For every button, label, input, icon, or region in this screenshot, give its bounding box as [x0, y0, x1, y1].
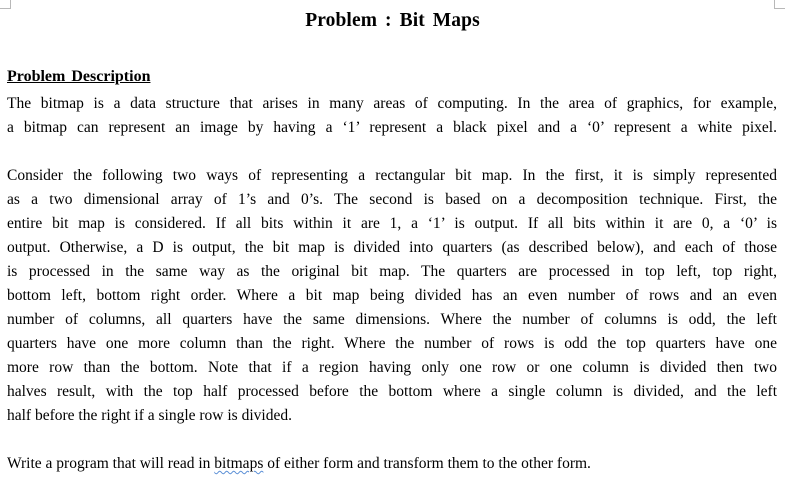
paragraph-line: Consider the following two ways of representing a rectangular bit map. In the first, it is simply represented: [7, 167, 777, 184]
page-title: Problem : Bit Maps: [305, 10, 480, 31]
paragraph-line: number of columns, all quarters have the same dimensions. Where the number of columns is odd, the left: [7, 311, 777, 328]
page-corner-marker-right: [774, 0, 785, 9]
section-heading: Problem Description: [7, 68, 151, 85]
paragraph-line: is processed in the same way as the original bit map. The quarters are processed in top left, top right,: [7, 263, 777, 280]
paragraph-line: more row than the bottom. Note that if a region having only one row or one column is divided then two: [7, 359, 777, 376]
paragraph-line: a bitmap can represent an image by having a ‘1’ represent a black pixel and a ‘0’ represent a white pixel.: [7, 119, 777, 136]
paragraph-intro: [7, 92, 777, 140]
paragraph-line: output. Otherwise, a D is output, the bit map is divided into quarters (as described below), and each of those: [7, 239, 777, 256]
paragraph-line: quarters have one more column than the right. Where the number of rows is odd the top quarters have one: [7, 335, 777, 352]
paragraph-line: bottom left, bottom right order. Where a bit map being divided has an even number of rows and an even: [7, 287, 777, 304]
paragraph-line-last: [7, 452, 777, 476]
task-text-after: of either form and transform them to the other form.: [263, 455, 591, 472]
paragraph-line: entire bit map is considered. If all bits within it are 1, a ‘1’ is output. If all bits within it are 0, a ‘0’ is: [7, 215, 777, 232]
paragraph-line-last: half before the right if a single row is divided.: [7, 407, 292, 424]
task-text-before: Write a program that will read in: [7, 455, 215, 472]
paragraph-task: [7, 452, 777, 476]
paragraph-representation: [7, 164, 777, 428]
paragraph-line: The bitmap is a data structure that arises in many areas of computing. In the area of graphics, for example,: [7, 95, 777, 112]
paragraph-line: halves result, with the top half processed before the bottom where a single column is divided, and the left: [7, 383, 777, 400]
paragraph-line: as a two dimensional array of 1’s and 0’s. The second is based on a decomposition technique. First, the: [7, 191, 777, 208]
spellcheck-flagged-word[interactable]: bitmaps: [214, 455, 264, 472]
page-corner-marker-left: [0, 0, 11, 9]
